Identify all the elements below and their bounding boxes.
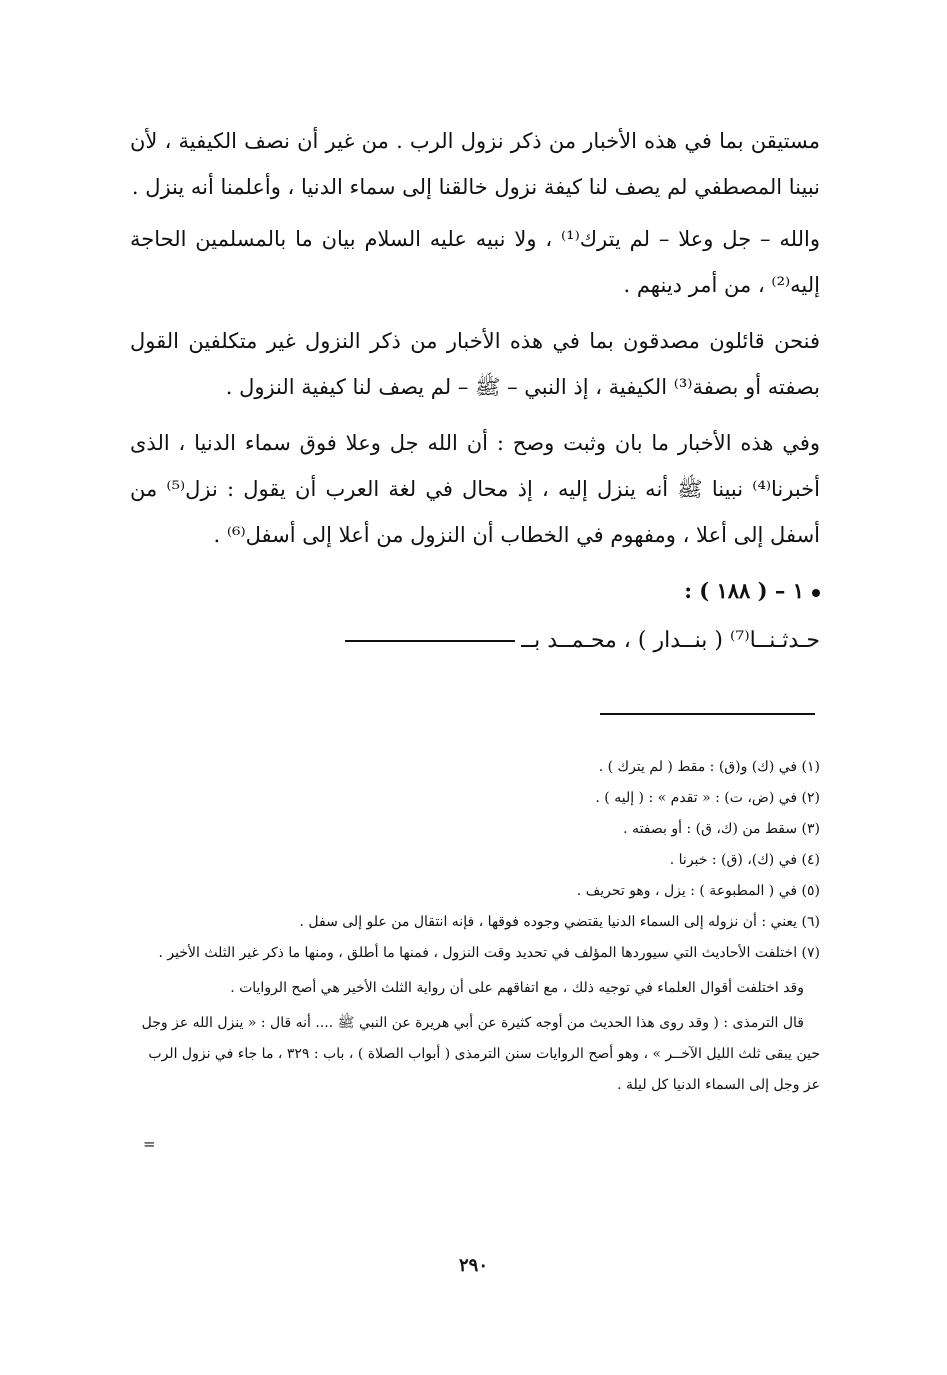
footnote-7-continuation-2: قال الترمذى : ( وقد روى هذا الحديث من أوجه كثيرة عن أبي هريرة عن النبي ﷺ .... أنه قال : « ينزل الله عز وجل حين يبقى ثلث الليل الآخــر » ، وهو أصح الروايات سنن الترمذى ( أبواب الصلاة ) ، باب : ٣٢٩ ، ما جاء في نزول الرب عز وجل إلى السماء الدنيا كل ليلة . [141,1015,820,1093]
paragraph-3: فنحن قائلون مصدقون بما في هذه الأخبار من ذكر النزول غير متكلفين القول بصفته أو بصفة⁽³⁾ الكيفية ، إذ النبي – ﷺ – لم يصف لنا كيفية النزول . [130,329,820,399]
paragraph-4: وفي هذه الأخبار ما بان وثبت وصح : أن الله جل وعلا فوق سماء الدنيا ، الذى أخبرنا⁽⁴⁾ نبينا ﷺ أنه ينزل إليه ، إذ محال في لغة العرب أن يقول : نزل⁽⁵⁾ من أسفل إلى أعلا ، ومفهوم في الخطاب أن النزول من أعلا إلى أسفل⁽⁶⁾ . [130,431,820,547]
footnote-7: (٧) اختلفت الأحاديث التي سيوردها المؤلف في تحديد وقت النزول ، فمنها ما أطلق ، ومنها ما ذكر غير الثلث الأخير . [158,945,820,961]
footnote-5: (٥) في ( المطبوعة ) : يزل ، وهو تحريف . [576,883,820,899]
footnote-4: (٤) في (ك)، (ق) : خبرنا . [669,852,820,868]
footnote-3: (٣) سقط من (ك، ق) : أو بصفته . [623,821,820,837]
footnote-1: (١) في (ك) و(ق) : مقط ( لم يترك ) . [598,759,820,775]
footnote-2: (٢) في (ض، ت) : « تقدم » : ( إليه ) . [595,790,820,806]
hadith-number-heading [130,576,820,606]
isnad-line [130,624,820,658]
bullet-icon [812,589,820,597]
footnote-separator [600,713,815,715]
hadith-number: ١ – ( ١٨٨ ) : [684,578,804,603]
isnad-rule [345,640,515,642]
paragraph-2: والله – جل وعلا – لم يترك⁽¹⁾ ، ولا نبيه عليه السلام بيان ما بالمسلمين الحاجة إليه⁽²⁾ ، من أمر دينهم . [130,227,820,297]
main-text [130,118,820,568]
footnotes [130,752,820,1101]
footnote-7-continuation-1: وقد اختلفت أقوال العلماء في توجيه ذلك ، مع اتفاقهم على أن رواية الثلث الأخير هي أصح الروايات . [230,980,804,996]
continuation-mark: = [143,1135,156,1153]
page-number: ٢٩٠ [458,1255,488,1276]
footnote-6: (٦) يعني : أن نزوله إلى السماء الدنيا يقتضي وجوده فوقها ، فإنه انتقال من علو إلى سفل . [299,914,820,930]
paragraph-1: مستيقن بما في هذه الأخبار من ذكر نزول الرب . من غير أن نصف الكيفية ، لأن نبينا المصطفي لم يصف لنا كيفة نزول خالقنا إلى سماء الدنيا ، وأعلمنا أنه ينزل . [130,129,820,199]
isnad-text: حـدثـنــا⁽⁷⁾ ( بنــدار ) ، محـمــد بــ [521,628,820,653]
